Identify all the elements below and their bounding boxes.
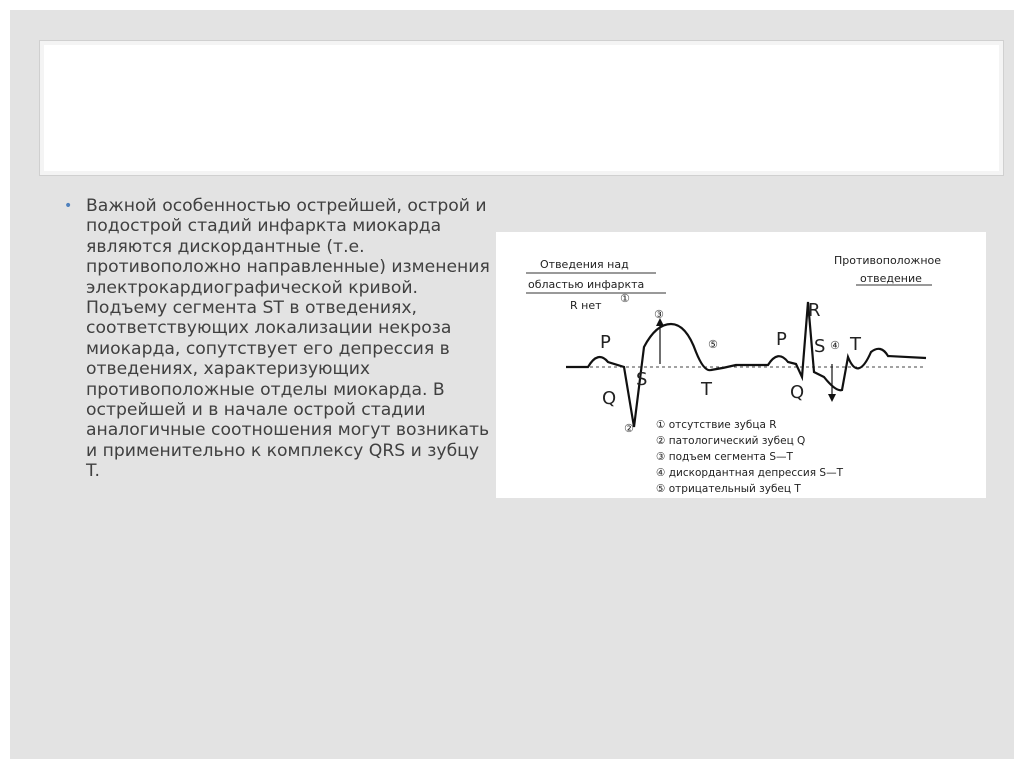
legend-item-4: ④ дискордантная депрессия S—T [656,467,843,479]
marker-3: ③ [654,308,664,321]
left-caption-1: Отведения над [540,258,629,271]
ecg-figure [496,232,986,498]
body-paragraph [64,196,496,482]
marker-1: ① [620,292,630,305]
legend-item-5: ⑤ отрицательный зубец T [656,483,801,495]
left-ecg-curve [566,324,746,427]
bullet-icon: • [64,198,73,214]
wave-t-left: T [701,379,712,400]
legend-item-2: ② патологический зубец Q [656,435,806,447]
legend-item-1: ① отсутствие зубца R [656,419,777,431]
slide [10,10,1014,759]
wave-s-left: S [636,369,648,390]
marker-4: ④ [830,339,840,352]
right-caption-2: отведение [860,272,922,285]
figure-legend [656,419,844,495]
title-placeholder[interactable] [40,41,1003,175]
right-caption-1: Противоположное [834,254,942,267]
left-caption-2: областью инфаркта [528,278,645,291]
title-text [40,41,1003,175]
ecg-diagram [496,232,986,498]
body-text: Важной особенностью острейшей, острой и подострой стадий инфаркта миокарда являются дискордантные (т.е. противоположно направленные) изменения электрокардиографической кривой. Подъему сегмента ST в отведениях, соответствующих локализации некроза миокарда, сопутствует его депрессия в отведениях, характеризующих противоположные отделы миокарда. В острейшей и в начале острой стадии аналогичные соотношения могут возникать и применительно к комплексу QRS и зубцу T. [86,196,490,482]
wave-p-right: P [776,329,787,350]
left-caption-3: R нет [570,299,602,312]
marker-5: ⑤ [708,338,718,351]
wave-p-left: P [600,332,611,353]
wave-q-left: Q [602,388,617,409]
wave-s-right: S [814,336,826,357]
wave-r-right: R [808,300,821,321]
wave-t-right: T [850,334,861,355]
wave-q-right: Q [790,382,805,403]
legend-item-3: ③ подъем сегмента S—T [656,451,793,463]
marker-2: ② [624,422,634,435]
